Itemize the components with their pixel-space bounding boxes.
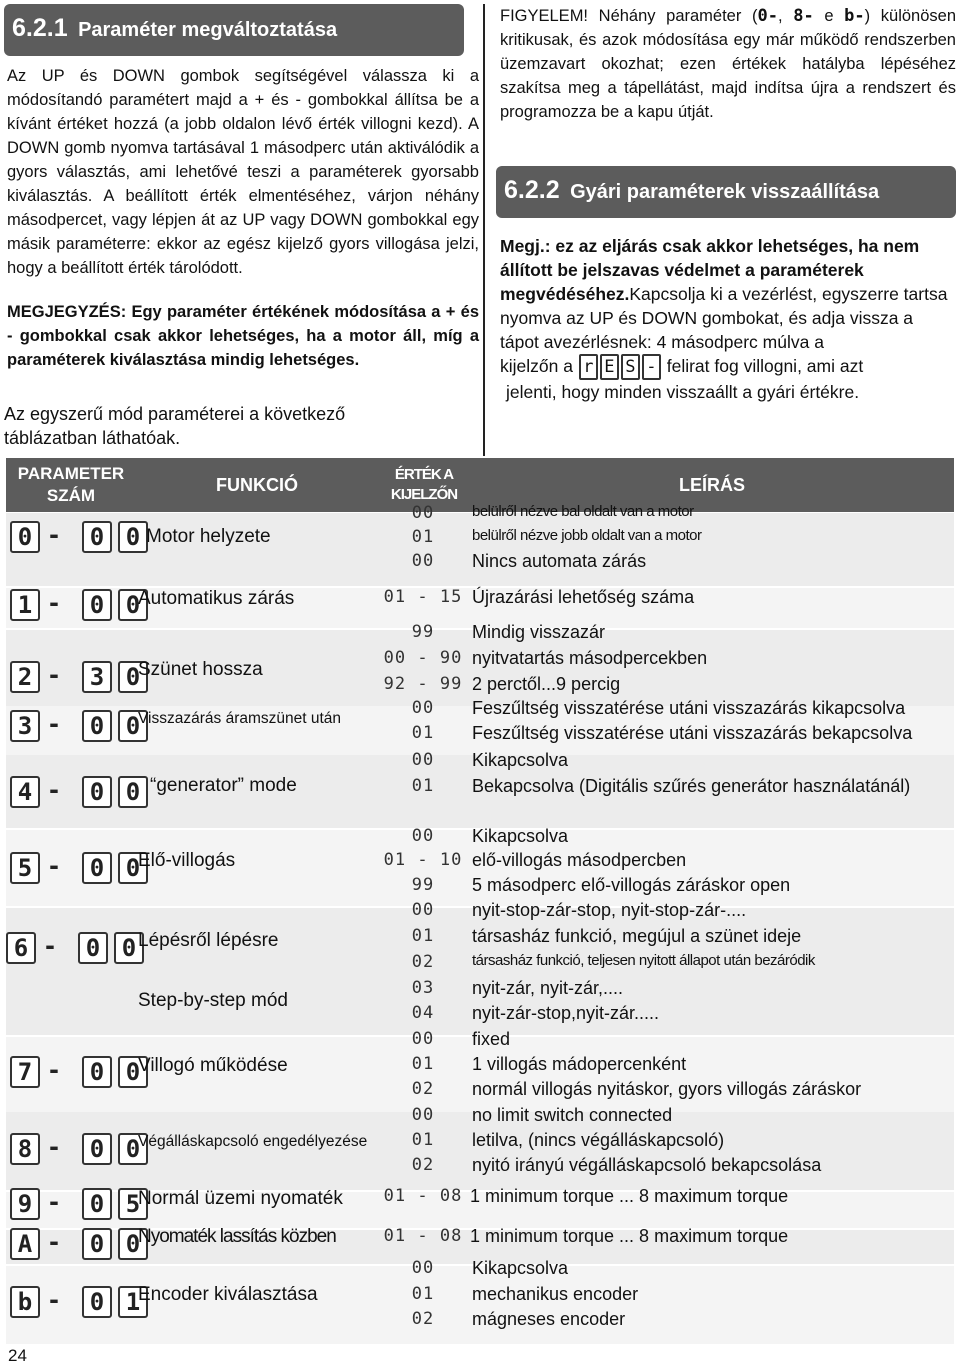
description: Kikapcsolva bbox=[472, 1258, 569, 1278]
display-value: 01 bbox=[411, 1130, 435, 1150]
display-value: 01 - 15 bbox=[383, 587, 463, 607]
seven-segment-digit: 3 bbox=[82, 661, 112, 693]
display-value: 99 bbox=[411, 622, 435, 642]
display-value: 00 bbox=[411, 1029, 435, 1049]
display-value: 01 - 08 bbox=[383, 1186, 463, 1206]
description: 5 másodperc elő-villogás záráskor open bbox=[472, 875, 791, 895]
column-divider bbox=[483, 4, 485, 456]
code-b: b- bbox=[844, 6, 865, 26]
seven-segment-digit: 3 bbox=[10, 710, 40, 742]
parameter-code-display bbox=[10, 852, 148, 884]
display-value: 00 bbox=[411, 750, 435, 770]
function-label: Végálláskapcsoló engedélyezése bbox=[138, 1133, 368, 1150]
seven-segment-digit: 0 bbox=[82, 852, 112, 884]
seven-segment-digit: - bbox=[42, 932, 58, 960]
description: Kikapcsolva bbox=[472, 750, 569, 770]
function-label: Encoder kiválasztása bbox=[138, 1284, 318, 1305]
display-value: 01 bbox=[411, 1054, 435, 1074]
function-label: Nyomaték lassítás közben bbox=[138, 1226, 336, 1247]
seven-segment-digit: 0 bbox=[82, 1228, 112, 1260]
display-value: 04 bbox=[411, 1003, 435, 1023]
section-number: 6.2.2 bbox=[504, 176, 560, 204]
seven-segment-digit: 0 bbox=[82, 776, 112, 808]
table-intro: Az egyszerű mód paraméterei a következő táblázatban láthatóak. bbox=[4, 404, 346, 448]
description: normál villogás nyitáskor, gyors villogás záráskor bbox=[472, 1079, 862, 1099]
seven-segment-digit: 5 bbox=[118, 1188, 148, 1220]
description: társasház funkció, teljesen nyitott állapot után bezáródik bbox=[472, 952, 815, 969]
parameter-code-display bbox=[10, 776, 148, 808]
seven-segment-digit: 6 bbox=[6, 932, 36, 964]
parameter-code-display bbox=[10, 589, 148, 621]
header-description-text: LEÍRÁS bbox=[678, 474, 745, 495]
parameter-code-display bbox=[10, 1056, 148, 1088]
seven-segment-digit: 0 bbox=[82, 1133, 112, 1165]
warning-paragraph bbox=[500, 4, 956, 124]
description: no limit switch connected bbox=[472, 1105, 673, 1125]
display-value: 00 bbox=[411, 826, 435, 846]
seven-segment-digit: 0 bbox=[118, 1056, 148, 1088]
seven-segment-digit: A bbox=[10, 1228, 40, 1260]
description: Nincs automata zárás bbox=[472, 551, 647, 571]
seven-segment-digit: 4 bbox=[10, 776, 40, 808]
description: 1 minimum torque ... 8 maximum torque bbox=[470, 1226, 789, 1246]
parameter-code-display bbox=[6, 932, 144, 964]
warning-suffix: ) bbox=[864, 7, 871, 25]
seven-segment-digit: - bbox=[46, 710, 62, 738]
description: nyitvatartás másodpercekben bbox=[472, 648, 708, 668]
description: belülről nézve jobb oldalt van a motor bbox=[472, 527, 702, 544]
seven-segment-digit: 0 bbox=[78, 932, 108, 964]
function-label: Villogó működése bbox=[138, 1055, 288, 1076]
reset-note-text2: kijelzőn a bbox=[500, 356, 573, 376]
description: 2 perctől...9 percig bbox=[472, 674, 621, 694]
description: fixed bbox=[472, 1029, 511, 1049]
header-function-text: FUNKCIÓ bbox=[216, 474, 298, 495]
display-value: 00 - 90 bbox=[383, 648, 463, 668]
seven-segment-digit: - bbox=[46, 852, 62, 880]
description: Kikapcsolva bbox=[472, 826, 569, 846]
display-value: 03 bbox=[411, 978, 435, 998]
description: Mindig visszazár bbox=[472, 622, 606, 642]
description: belülről nézve bal oldalt van a motor bbox=[472, 503, 694, 520]
seven-segment-digit: - bbox=[46, 1188, 62, 1216]
section-number: 6.2.1 bbox=[12, 14, 68, 42]
description: 1 minimum torque ... 8 maximum torque bbox=[470, 1186, 789, 1206]
description: nyit-zár, nyit-zár,.... bbox=[472, 978, 624, 998]
seven-segment-digit: 2 bbox=[10, 661, 40, 693]
table-row-group bbox=[6, 513, 954, 586]
parameter-code-display bbox=[10, 1188, 148, 1220]
seven-segment-digit: 8 bbox=[10, 1133, 40, 1165]
display-value: 01 - 10 bbox=[383, 850, 463, 870]
description: Feszűltség visszatérése utáni visszazárás bekapcsolva bbox=[472, 723, 913, 743]
function-label: Automatikus zárás bbox=[138, 588, 295, 609]
seven-segment-digit: 1 bbox=[10, 589, 40, 621]
reset-note-text4: jelenti, hogy minden visszaállt a gyári értékre. bbox=[506, 382, 860, 403]
seven-segment-digit: - bbox=[46, 1286, 62, 1314]
seven-segment-digit: 0 bbox=[114, 932, 144, 964]
seven-segment-digit: 0 bbox=[118, 776, 148, 808]
parameter-code-display bbox=[10, 1286, 148, 1318]
parameter-code-display bbox=[10, 661, 148, 693]
seven-segment-digit: 0 bbox=[118, 1228, 148, 1260]
page-number: 24 bbox=[8, 1346, 27, 1365]
parameter-code-display bbox=[10, 1228, 148, 1260]
warning-prefix: FIGYELEM! Néhány paraméter ( bbox=[500, 7, 758, 25]
seven-segment-digit: - bbox=[46, 1228, 62, 1256]
seven-segment-digit: 0 bbox=[10, 521, 40, 553]
description: 1 villogás mádopercenként bbox=[472, 1054, 687, 1074]
header-function bbox=[136, 458, 378, 512]
description: nyit-stop-zár-stop, nyit-stop-zár-.... bbox=[472, 900, 747, 920]
description: Bekapcsolva (Digitális szűrés generátor használatánál) bbox=[472, 776, 911, 796]
function-label: Normál üzemi nyomaték bbox=[138, 1188, 343, 1209]
display-value: 01 - 08 bbox=[383, 1226, 463, 1246]
section-header-6-2-1 bbox=[4, 4, 464, 56]
seven-segment-digit: - bbox=[46, 776, 62, 804]
function-label: “generator” mode bbox=[150, 775, 297, 796]
display-value: 02 bbox=[411, 952, 435, 972]
seven-segment-digit: - bbox=[46, 1133, 62, 1161]
header-value-text: ÉRTÉK A KIJELZŐN bbox=[390, 466, 458, 503]
seven-segment-digit: 0 bbox=[118, 852, 148, 884]
function-label: Szünet hossza bbox=[138, 659, 263, 680]
seven-segment-digit: 0 bbox=[82, 1286, 112, 1318]
description: mechanikus encoder bbox=[472, 1284, 639, 1304]
glyph-dash: - bbox=[642, 354, 661, 380]
res-display-icon bbox=[578, 356, 667, 376]
header-parameter-text: PARAMETER SZÁM bbox=[17, 464, 125, 505]
code-8: 8- bbox=[793, 6, 814, 26]
display-value: 02 bbox=[411, 1079, 435, 1099]
description: Feszűltség visszatérése utáni visszazárás kikapcsolva bbox=[472, 698, 906, 718]
display-value: 00 bbox=[411, 551, 435, 571]
description: társasház funkció, megújul a szünet ideje bbox=[472, 926, 802, 946]
seven-segment-digit: 0 bbox=[118, 589, 148, 621]
description: nyitó irányú végálláskapcsoló bekapcsolása bbox=[472, 1155, 822, 1175]
display-value: 02 bbox=[411, 1155, 435, 1175]
display-value: 00 bbox=[411, 900, 435, 920]
seven-segment-digit: 0 bbox=[82, 589, 112, 621]
sep: , bbox=[777, 7, 794, 25]
code-0: 0- bbox=[757, 6, 778, 26]
display-value: 01 bbox=[411, 527, 435, 547]
description: mágneses encoder bbox=[472, 1309, 626, 1329]
seven-segment-digit: 1 bbox=[118, 1286, 148, 1318]
function-label-secondary: Step-by-step mód bbox=[138, 990, 288, 1011]
seven-segment-digit: 0 bbox=[118, 661, 148, 693]
description: Újrazárási lehetőség száma bbox=[472, 587, 695, 607]
reset-note-bold: Megj.: ez az eljárás csak akkor lehetséges, ha nem állított be jelszavas védelmet a paraméterek megvédéséhez. bbox=[500, 236, 920, 304]
seven-segment-digit: 9 bbox=[10, 1188, 40, 1220]
parameter-code-display bbox=[10, 710, 148, 742]
seven-segment-digit: - bbox=[46, 661, 62, 689]
function-label: Visszazárás áramszünet után bbox=[138, 710, 342, 727]
description: nyit-zár-stop,nyit-zár..... bbox=[472, 1003, 660, 1023]
seven-segment-digit: b bbox=[10, 1286, 40, 1318]
seven-segment-digit: - bbox=[46, 1056, 62, 1084]
header-parameter bbox=[6, 458, 136, 512]
display-value: 01 bbox=[411, 723, 435, 743]
function-label: Motor helyzete bbox=[146, 526, 271, 547]
display-value: 01 bbox=[411, 776, 435, 796]
warning-text: különösen kritikusak, és azok módosítása egy már működő rendszerben üzemzavart okozhat; ezen értékek hatályba lépéséhez szakítsa meg a tápellátást, majd indítsa újra a rendszert és programozza be a kapu útját. bbox=[500, 7, 956, 121]
glyph-s: S bbox=[621, 354, 640, 380]
display-value: 02 bbox=[411, 1309, 435, 1329]
seven-segment-digit: 0 bbox=[82, 710, 112, 742]
reset-note-text3: felirat fog villogni, ami azt bbox=[666, 356, 864, 376]
parameter-code-display bbox=[10, 1133, 148, 1165]
display-value: 00 bbox=[411, 698, 435, 718]
display-value: 01 bbox=[411, 1284, 435, 1304]
seven-segment-digit: - bbox=[46, 589, 62, 617]
seven-segment-digit: 0 bbox=[118, 710, 148, 742]
note-paragraph: MEGJEGYZÉS: Egy paraméter értékének módosítása a + és - gombokkal csak akkor lehetséges, ha a motor áll, míg a paraméterek kiválasztása mindig lehetséges. bbox=[7, 303, 479, 369]
and-word: e bbox=[813, 7, 845, 25]
seven-segment-digit: 5 bbox=[10, 852, 40, 884]
intro-paragraph: Az UP és DOWN gombok segítségével válassza ki a módosítandó paramétert majd a + és - gombokkal állítsa be a kívánt értéket hozzá (a jobb oldalon lévő érték villogni kezd). A DOWN gomb nyomva tartásával 1 másodperc után aktiválódik a gyors választás, ami lehetővé teszi a paraméterek gyorsabb kiválasztás. A beállított érték elmentéséhez, várjon néhány másodpercet, vagy lépjen át az UP vagy DOWN gombokkal egy másik paraméterre: ekkor az egész kijelző gyors villogása jelzi, hogy a beállított érték tárolódott. bbox=[7, 67, 479, 277]
display-value: 00 bbox=[411, 503, 435, 523]
seven-segment-digit: 0 bbox=[82, 1188, 112, 1220]
glyph-r: r bbox=[579, 354, 598, 380]
parameter-code-display bbox=[10, 521, 148, 553]
display-value: 00 bbox=[411, 1258, 435, 1278]
section-title: Paraméter megváltoztatása bbox=[78, 19, 338, 41]
function-label: Lépésről lépésre bbox=[138, 930, 279, 951]
display-value: 99 bbox=[411, 875, 435, 895]
seven-segment-digit: 0 bbox=[118, 521, 148, 553]
seven-segment-digit: 0 bbox=[82, 521, 112, 553]
reset-paragraph bbox=[500, 234, 952, 404]
reset-note-text: Kapcsolja ki a vezérlést, egyszerre tartsa nyomva az UP és DOWN gombokat, és adja vissza a tápot avezérlésnek: 4 másodperc múlva a bbox=[500, 284, 948, 352]
description: letilva, (nincs végálláskapcsoló) bbox=[472, 1130, 725, 1150]
display-value: 92 - 99 bbox=[383, 674, 463, 694]
glyph-e: E bbox=[600, 354, 619, 380]
seven-segment-digit: 0 bbox=[118, 1133, 148, 1165]
function-label: Elő-villogás bbox=[138, 850, 236, 871]
section-title: Gyári paraméterek visszaállítása bbox=[570, 181, 880, 203]
seven-segment-digit: - bbox=[46, 521, 62, 549]
description: elő-villogás másodpercben bbox=[472, 850, 687, 870]
display-value: 00 bbox=[411, 1105, 435, 1125]
section-header-6-2-2 bbox=[496, 166, 956, 218]
display-value: 01 bbox=[411, 926, 435, 946]
seven-segment-digit: 7 bbox=[10, 1056, 40, 1088]
seven-segment-digit: 0 bbox=[82, 1056, 112, 1088]
